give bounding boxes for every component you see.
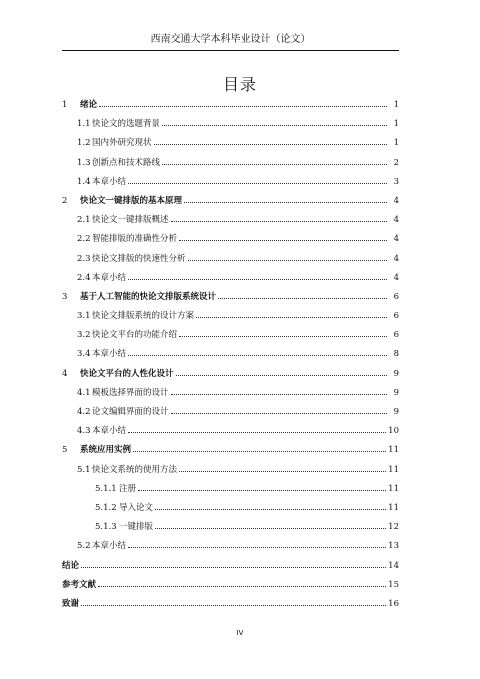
toc-entry[interactable] bbox=[62, 403, 399, 422]
toc-dot-leader bbox=[98, 585, 386, 587]
toc-entry-title: 基于人工智能的快论文排版系统设计 bbox=[80, 291, 217, 302]
toc-entry[interactable] bbox=[62, 269, 399, 288]
toc-dot-leader bbox=[128, 278, 387, 280]
toc-entry-title: 本章小结 bbox=[92, 541, 127, 552]
toc-entry-page: 1 bbox=[393, 119, 399, 130]
toc-entry-number: 5.1.1 bbox=[95, 483, 117, 494]
toc-entry-page: 9 bbox=[393, 387, 399, 398]
toc-entry-number: 5.1 bbox=[77, 464, 91, 475]
toc-entry-number: 3 bbox=[62, 291, 68, 302]
toc-entry-title: 本章小结 bbox=[92, 426, 127, 437]
toc-entry-number: 2.2 bbox=[77, 234, 91, 245]
toc-entry-title: 本章小结 bbox=[92, 176, 127, 187]
toc-entry-number: 4.2 bbox=[77, 407, 91, 417]
toc-dot-leader bbox=[154, 143, 387, 145]
toc-dot-leader bbox=[128, 431, 386, 433]
toc-entry-number: 1.4 bbox=[77, 176, 91, 187]
toc-entry-title: 国内外研究现状 bbox=[92, 138, 152, 149]
toc-entry-number: 2 bbox=[62, 195, 68, 206]
toc-entry[interactable] bbox=[62, 576, 399, 595]
toc-entry[interactable] bbox=[62, 211, 399, 230]
toc-entry-page: 3 bbox=[393, 176, 399, 187]
toc-entry-page: 4 bbox=[393, 253, 399, 264]
toc-entry-title: 快论文系统的使用方法 bbox=[92, 464, 178, 475]
toc-dot-leader bbox=[128, 182, 387, 184]
toc-entry[interactable] bbox=[62, 115, 399, 134]
toc-entry-title: 快论文排版系统的设计方案 bbox=[92, 311, 195, 322]
toc-dot-leader bbox=[155, 527, 386, 529]
toc-entry[interactable] bbox=[62, 365, 399, 384]
toc-dot-leader bbox=[99, 105, 387, 107]
toc-entry-number: 1.1 bbox=[77, 119, 91, 130]
toc-entry[interactable] bbox=[62, 192, 399, 211]
toc-entry-page: 10 bbox=[388, 426, 399, 437]
toc-entry-title: 导入论文 bbox=[119, 502, 154, 513]
toc-entry-page: 1 bbox=[393, 138, 399, 149]
toc-dot-leader bbox=[179, 470, 386, 472]
toc-entry-title: 快论文平台的功能介绍 bbox=[92, 330, 178, 341]
toc-entry[interactable] bbox=[62, 288, 399, 307]
toc-entry-title: 致谢 bbox=[62, 598, 80, 609]
toc-entry-number: 1.2 bbox=[77, 138, 91, 149]
toc-entry-page: 4 bbox=[393, 272, 399, 283]
toc-dot-leader bbox=[184, 201, 387, 203]
toc-entry-title: 快论文平台的人性化设计 bbox=[80, 368, 174, 379]
page-header: 西南交通大学本科毕业设计（论文） bbox=[150, 34, 311, 45]
toc-dot-leader bbox=[179, 239, 387, 241]
toc-list bbox=[62, 96, 399, 614]
toc-entry-title: 快论文排版的快速性分析 bbox=[92, 253, 186, 264]
toc-entry-title: 一键排版 bbox=[119, 522, 154, 533]
toc-entry-page: 13 bbox=[388, 541, 399, 552]
toc-entry-title: 本章小结 bbox=[92, 349, 127, 360]
toc-entry-number: 3.4 bbox=[77, 349, 91, 360]
toc-entry[interactable] bbox=[62, 557, 399, 576]
toc-entry-title: 智能排版的准确性分析 bbox=[92, 234, 178, 245]
toc-entry-title: 论文编辑界面的设计 bbox=[92, 407, 169, 417]
toc-dot-leader bbox=[196, 316, 387, 318]
page-number: IV bbox=[236, 629, 244, 637]
toc-entry-page: 4 bbox=[393, 195, 399, 206]
toc-entry-title: 参考文献 bbox=[62, 579, 97, 590]
toc-entry-number: 5.1.2 bbox=[95, 502, 117, 513]
toc-dot-leader bbox=[162, 163, 387, 165]
toc-entry-number: 4.3 bbox=[77, 426, 91, 437]
toc-entry-page: 6 bbox=[393, 330, 399, 341]
toc-entry-page: 1 bbox=[393, 100, 399, 110]
toc-dot-leader bbox=[81, 604, 386, 606]
toc-entry[interactable] bbox=[62, 96, 399, 115]
toc-entry-number: 2.1 bbox=[77, 215, 91, 226]
toc-entry-number: 3.2 bbox=[77, 330, 91, 341]
toc-entry-page: 11 bbox=[388, 502, 399, 513]
toc-entry[interactable] bbox=[62, 230, 399, 249]
toc-entry-title: 快论文一键排版概述 bbox=[92, 215, 169, 226]
toc-entry[interactable] bbox=[62, 345, 399, 364]
toc-entry[interactable] bbox=[62, 518, 399, 537]
toc-entry-page: 9 bbox=[393, 407, 399, 417]
toc-entry-title: 系统应用实例 bbox=[80, 445, 132, 456]
toc-entry-number: 2.4 bbox=[77, 272, 91, 283]
toc-entry-number: 5.2 bbox=[77, 541, 91, 552]
toc-dot-leader bbox=[188, 259, 387, 261]
toc-entry-title: 本章小结 bbox=[92, 272, 127, 283]
toc-entry[interactable] bbox=[62, 134, 399, 153]
toc-entry-page: 14 bbox=[388, 560, 399, 571]
toc-entry-number: 5.1.3 bbox=[95, 522, 117, 533]
toc-dot-leader bbox=[171, 220, 387, 222]
toc-title: 目录 bbox=[222, 75, 257, 94]
toc-dot-leader bbox=[176, 374, 387, 376]
toc-dot-leader bbox=[138, 489, 386, 491]
toc-entry[interactable] bbox=[62, 307, 399, 326]
toc-entry[interactable] bbox=[62, 537, 399, 556]
toc-entry[interactable] bbox=[62, 250, 399, 269]
toc-entry-title: 快论文的选题背景 bbox=[92, 119, 161, 130]
toc-entry-number: 3.1 bbox=[77, 311, 91, 322]
toc-entry[interactable] bbox=[62, 384, 399, 403]
header-rule bbox=[62, 50, 399, 51]
toc-entry[interactable] bbox=[62, 441, 399, 460]
toc-entry-number: 2.3 bbox=[77, 253, 91, 264]
toc-entry-page: 4 bbox=[393, 215, 399, 226]
toc-entry-page: 6 bbox=[393, 311, 399, 322]
toc-dot-leader bbox=[218, 297, 387, 299]
toc-dot-leader bbox=[128, 354, 387, 356]
toc-dot-leader bbox=[155, 508, 386, 510]
toc-dot-leader bbox=[179, 335, 387, 337]
toc-entry-page: 11 bbox=[388, 445, 399, 456]
toc-entry-title: 结论 bbox=[62, 560, 80, 571]
toc-entry[interactable] bbox=[62, 499, 399, 518]
toc-entry[interactable] bbox=[62, 480, 399, 499]
toc-entry[interactable] bbox=[62, 461, 399, 480]
toc-entry-title: 绪论 bbox=[80, 100, 98, 110]
toc-entry-page: 6 bbox=[393, 291, 399, 302]
toc-entry-page: 12 bbox=[388, 522, 399, 533]
toc-entry-number: 5 bbox=[62, 445, 68, 456]
toc-entry-title: 模板选择界面的设计 bbox=[92, 387, 169, 398]
toc-entry-page: 15 bbox=[388, 579, 399, 590]
toc-dot-leader bbox=[128, 546, 386, 548]
toc-entry-title: 注册 bbox=[119, 483, 137, 494]
toc-entry[interactable] bbox=[62, 422, 399, 441]
toc-entry[interactable] bbox=[62, 326, 399, 345]
toc-dot-leader bbox=[81, 566, 386, 568]
toc-entry-number: 4 bbox=[62, 368, 68, 379]
toc-dot-leader bbox=[171, 412, 387, 414]
toc-dot-leader bbox=[162, 124, 387, 126]
toc-entry-page: 9 bbox=[393, 368, 399, 379]
toc-entry-title: 快论文一键排版的基本原理 bbox=[80, 195, 183, 206]
toc-entry-page: 11 bbox=[388, 483, 399, 494]
toc-entry-page: 16 bbox=[388, 598, 399, 609]
toc-entry-title: 创新点和技术路线 bbox=[92, 157, 161, 168]
toc-entry-page: 2 bbox=[393, 157, 399, 168]
toc-entry-number: 1 bbox=[62, 100, 68, 110]
toc-entry-page: 11 bbox=[388, 464, 399, 475]
toc-entry-page: 8 bbox=[393, 349, 399, 360]
toc-entry-number: 4.1 bbox=[77, 387, 91, 398]
toc-dot-leader bbox=[133, 450, 386, 452]
toc-dot-leader bbox=[171, 393, 387, 395]
toc-entry-page: 4 bbox=[393, 234, 399, 245]
toc-entry[interactable] bbox=[62, 173, 399, 192]
toc-entry[interactable] bbox=[62, 595, 399, 614]
toc-entry-number: 1.3 bbox=[77, 157, 91, 168]
toc-entry[interactable] bbox=[62, 154, 399, 173]
